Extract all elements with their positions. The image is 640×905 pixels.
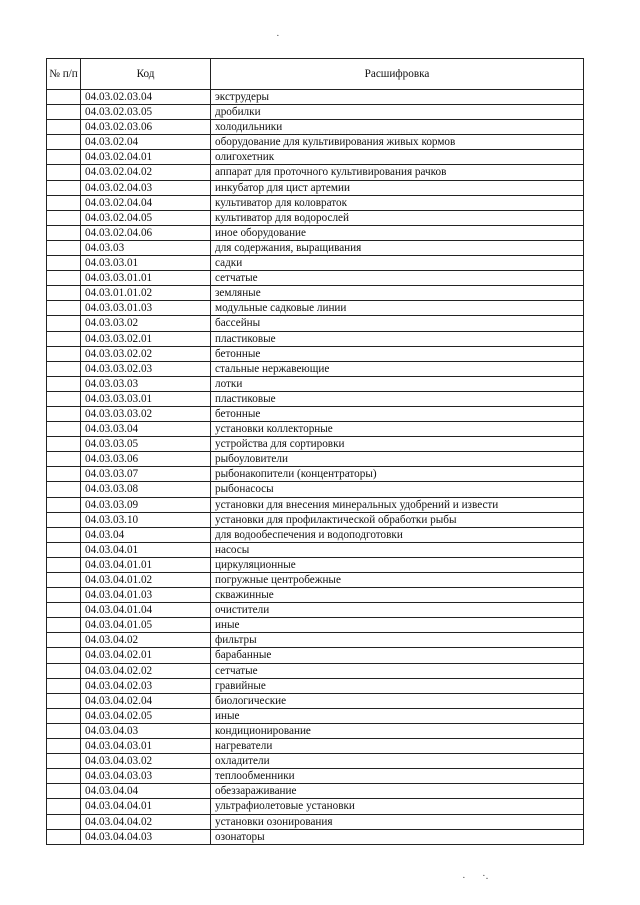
row-code: 04.03.03.05: [81, 437, 211, 452]
row-code: 04.03.04.03.02: [81, 754, 211, 769]
table-row: [47, 799, 584, 814]
row-decoding: аппарат для проточного культивирования рачков: [211, 165, 584, 180]
table-row: [47, 814, 584, 829]
table-row: [47, 286, 584, 301]
row-decoding: рыбонасосы: [211, 482, 584, 497]
row-code: 04.03.04.02.04: [81, 693, 211, 708]
row-decoding: сетчатые: [211, 663, 584, 678]
row-code: 04.03.02.04.03: [81, 180, 211, 195]
table-row: [47, 723, 584, 738]
row-decoding: пластиковые: [211, 331, 584, 346]
table-row: [47, 497, 584, 512]
row-code: 04.03.02.04.05: [81, 210, 211, 225]
row-decoding: бетонные: [211, 406, 584, 421]
table-row: [47, 361, 584, 376]
table-row: [47, 422, 584, 437]
row-code: 04.03.04.03.03: [81, 769, 211, 784]
row-decoding: кондиционирование: [211, 723, 584, 738]
row-code: 04.03.04.01.05: [81, 618, 211, 633]
row-decoding: теплообменники: [211, 769, 584, 784]
row-number-cell: [47, 376, 81, 391]
row-number-cell: [47, 165, 81, 180]
row-number-cell: [47, 301, 81, 316]
row-code: 04.03.03.01: [81, 256, 211, 271]
table-row: [47, 120, 584, 135]
row-number-cell: [47, 120, 81, 135]
table-row: [47, 663, 584, 678]
row-decoding: стальные нержавеющие: [211, 361, 584, 376]
row-decoding: экструдеры: [211, 90, 584, 105]
table-row: [47, 542, 584, 557]
row-number-cell: [47, 150, 81, 165]
row-decoding: установки коллекторные: [211, 422, 584, 437]
table-row: [47, 769, 584, 784]
scan-speck: ·: [276, 30, 280, 42]
row-decoding: холодильники: [211, 120, 584, 135]
row-number-cell: [47, 527, 81, 542]
row-code: 04.03.03.09: [81, 497, 211, 512]
row-decoding: установки для профилактической обработки рыбы: [211, 512, 584, 527]
row-code: 04.03.03.02.03: [81, 361, 211, 376]
row-decoding: погружные центробежные: [211, 573, 584, 588]
row-code: 04.03.04.01.03: [81, 588, 211, 603]
row-code: 04.03.04.01: [81, 542, 211, 557]
row-number-cell: [47, 829, 81, 844]
row-decoding: насосы: [211, 542, 584, 557]
row-number-cell: [47, 256, 81, 271]
row-decoding: культиватор для коловраток: [211, 195, 584, 210]
row-code: 04.03.04.01.02: [81, 573, 211, 588]
row-decoding: бетонные: [211, 346, 584, 361]
row-code: 04.03.04.02.05: [81, 708, 211, 723]
row-number-cell: [47, 799, 81, 814]
row-code: 04.03.03.07: [81, 467, 211, 482]
row-decoding: пластиковые: [211, 391, 584, 406]
row-decoding: ультрафиолетовые установки: [211, 799, 584, 814]
row-code: 04.03.03.03.01: [81, 391, 211, 406]
row-decoding: иное оборудование: [211, 225, 584, 240]
row-code: 04.03.04.01.01: [81, 557, 211, 572]
row-number-cell: [47, 769, 81, 784]
row-decoding: садки: [211, 256, 584, 271]
row-decoding: олигохетник: [211, 150, 584, 165]
table-row: [47, 557, 584, 572]
row-code: 04.03.02.03.04: [81, 90, 211, 105]
row-code: 04.03.03.04: [81, 422, 211, 437]
row-decoding: фильтры: [211, 633, 584, 648]
row-number-cell: [47, 361, 81, 376]
row-number-cell: [47, 678, 81, 693]
row-decoding: модульные садковые линии: [211, 301, 584, 316]
row-code: 04.03.04.04.02: [81, 814, 211, 829]
table-row: [47, 376, 584, 391]
row-decoding: для содержания, выращивания: [211, 240, 584, 255]
row-code: 04.03.03.01.01: [81, 271, 211, 286]
table-row: [47, 271, 584, 286]
row-decoding: скважинные: [211, 588, 584, 603]
row-number-cell: [47, 331, 81, 346]
table-body: [47, 90, 584, 845]
table-row: [47, 618, 584, 633]
scan-speck: ·: [462, 872, 466, 884]
row-decoding: сетчатые: [211, 271, 584, 286]
row-number-cell: [47, 497, 81, 512]
row-code: 04.03.04.04.01: [81, 799, 211, 814]
row-decoding: земляные: [211, 286, 584, 301]
row-number-cell: [47, 784, 81, 799]
row-code: 04.03.02.04.02: [81, 165, 211, 180]
table-row: [47, 437, 584, 452]
row-code: 04.03.04.02.03: [81, 678, 211, 693]
row-decoding: рыбонакопители (концентраторы): [211, 467, 584, 482]
row-code: 04.03.03.03: [81, 376, 211, 391]
table-row: [47, 482, 584, 497]
row-code: 04.03.04: [81, 527, 211, 542]
row-decoding: установки для внесения минеральных удобрений и извести: [211, 497, 584, 512]
table-row: [47, 678, 584, 693]
row-number-cell: [47, 422, 81, 437]
row-decoding: лотки: [211, 376, 584, 391]
row-number-cell: [47, 648, 81, 663]
table-row: [47, 829, 584, 844]
row-number-cell: [47, 739, 81, 754]
row-number-cell: [47, 180, 81, 195]
row-number-cell: [47, 542, 81, 557]
row-number-cell: [47, 814, 81, 829]
row-decoding: охладители: [211, 754, 584, 769]
row-decoding: оборудование для культивирования живых кормов: [211, 135, 584, 150]
table-row: [47, 784, 584, 799]
table-row: [47, 708, 584, 723]
row-code: 04.03.02.04.01: [81, 150, 211, 165]
row-number-cell: [47, 588, 81, 603]
row-decoding: нагреватели: [211, 739, 584, 754]
row-code: 04.03.03.02.02: [81, 346, 211, 361]
table-row: [47, 240, 584, 255]
table-row: [47, 603, 584, 618]
table-row: [47, 301, 584, 316]
row-number-cell: [47, 391, 81, 406]
row-number-cell: [47, 557, 81, 572]
row-code: 04.03.03.01.03: [81, 301, 211, 316]
row-code: 04.03.03.03.02: [81, 406, 211, 421]
table-row: [47, 391, 584, 406]
row-number-cell: [47, 105, 81, 120]
row-decoding: очистители: [211, 603, 584, 618]
row-number-cell: [47, 286, 81, 301]
row-decoding: устройства для сортировки: [211, 437, 584, 452]
header-code: Код: [81, 59, 211, 90]
row-decoding: бассейны: [211, 316, 584, 331]
table-row: [47, 316, 584, 331]
row-decoding: установки озонирования: [211, 814, 584, 829]
row-code: 04.03.02.04: [81, 135, 211, 150]
table-row: [47, 573, 584, 588]
row-number-cell: [47, 633, 81, 648]
row-number-cell: [47, 271, 81, 286]
row-number-cell: [47, 316, 81, 331]
row-number-cell: [47, 482, 81, 497]
row-code: 04.03.03.02: [81, 316, 211, 331]
table-row: [47, 527, 584, 542]
row-decoding: гравийные: [211, 678, 584, 693]
table-row: [47, 256, 584, 271]
row-number-cell: [47, 663, 81, 678]
row-number-cell: [47, 135, 81, 150]
row-number-cell: [47, 437, 81, 452]
row-number-cell: [47, 90, 81, 105]
row-number-cell: [47, 225, 81, 240]
row-code: 04.03.04.02: [81, 633, 211, 648]
table-row: [47, 633, 584, 648]
table-row: [47, 512, 584, 527]
row-decoding: озонаторы: [211, 829, 584, 844]
row-code: 04.03.03: [81, 240, 211, 255]
row-code: 04.03.02.04.04: [81, 195, 211, 210]
row-number-cell: [47, 708, 81, 723]
row-number-cell: [47, 723, 81, 738]
table-row: [47, 739, 584, 754]
table-row: [47, 225, 584, 240]
row-decoding: циркуляционные: [211, 557, 584, 572]
table-row: [47, 135, 584, 150]
row-code: 04.03.04.01.04: [81, 603, 211, 618]
row-number-cell: [47, 195, 81, 210]
row-number-cell: [47, 210, 81, 225]
row-decoding: иные: [211, 618, 584, 633]
row-number-cell: [47, 240, 81, 255]
table-header-row: [47, 59, 584, 90]
row-number-cell: [47, 754, 81, 769]
row-code: 04.03.04.02.02: [81, 663, 211, 678]
row-decoding: инкубатор для цист артемии: [211, 180, 584, 195]
table-row: [47, 105, 584, 120]
header-decoding: Расшифровка: [211, 59, 584, 90]
row-code: 04.03.03.10: [81, 512, 211, 527]
row-number-cell: [47, 346, 81, 361]
row-decoding: обеззараживание: [211, 784, 584, 799]
row-decoding: культиватор для водорослей: [211, 210, 584, 225]
row-code: 04.03.03.08: [81, 482, 211, 497]
row-number-cell: [47, 693, 81, 708]
table-row: [47, 754, 584, 769]
row-code: 04.03.02.04.06: [81, 225, 211, 240]
row-number-cell: [47, 467, 81, 482]
row-code: 04.03.02.03.06: [81, 120, 211, 135]
row-code: 04.03.04.03.01: [81, 739, 211, 754]
row-number-cell: [47, 618, 81, 633]
table-row: [47, 150, 584, 165]
row-code: 04.03.03.06: [81, 452, 211, 467]
table-row: [47, 406, 584, 421]
table-row: [47, 90, 584, 105]
row-number-cell: [47, 573, 81, 588]
row-number-cell: [47, 512, 81, 527]
table-row: [47, 331, 584, 346]
row-decoding: биологические: [211, 693, 584, 708]
table-row: [47, 467, 584, 482]
row-code: 04.03.04.02.01: [81, 648, 211, 663]
scan-speck: ·.: [482, 870, 489, 882]
row-code: 04.03.04.04.03: [81, 829, 211, 844]
row-number-cell: [47, 603, 81, 618]
table-row: [47, 693, 584, 708]
header-number: № п/п: [47, 59, 81, 90]
table-row: [47, 452, 584, 467]
row-decoding: для водообеспечения и водоподготовки: [211, 527, 584, 542]
table-row: [47, 648, 584, 663]
table-row: [47, 210, 584, 225]
row-code: 04.03.04.03: [81, 723, 211, 738]
row-number-cell: [47, 452, 81, 467]
row-number-cell: [47, 406, 81, 421]
row-code: 04.03.02.03.05: [81, 105, 211, 120]
row-decoding: дробилки: [211, 105, 584, 120]
row-decoding: рыбоуловители: [211, 452, 584, 467]
row-code: 04.03.03.02.01: [81, 331, 211, 346]
table-row: [47, 195, 584, 210]
row-code: 04.03.01.01.02: [81, 286, 211, 301]
row-decoding: барабанные: [211, 648, 584, 663]
table-row: [47, 180, 584, 195]
equipment-code-table: [46, 58, 584, 845]
table-row: [47, 346, 584, 361]
table-row: [47, 588, 584, 603]
row-decoding: иные: [211, 708, 584, 723]
row-code: 04.03.04.04: [81, 784, 211, 799]
table-row: [47, 165, 584, 180]
